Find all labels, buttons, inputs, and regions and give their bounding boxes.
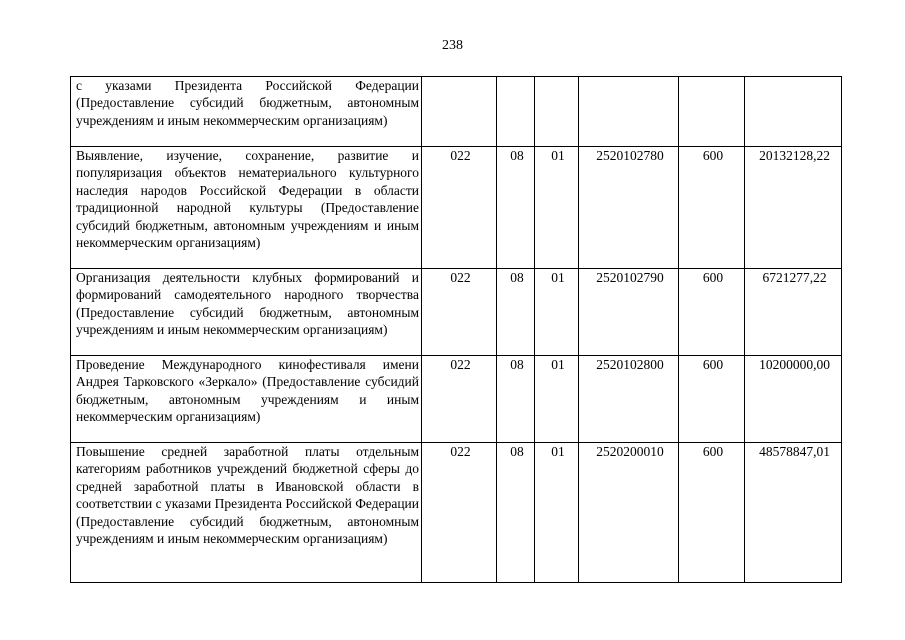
amount (745, 77, 842, 147)
expense-type: 600 (679, 443, 745, 583)
expense-type (679, 77, 745, 147)
row-description: Повышение средней заработной платы отдельным категориям работников учреждений бюджетной сферы до средней заработной платы в Ивановской области в соответствии с указами Президента Российской Федерации (Предоставление субсидий бюджетным, автономным учреждениям и иным некоммерческим организациям) (71, 443, 422, 583)
section-code: 08 (497, 147, 535, 269)
amount: 10200000,00 (745, 356, 842, 443)
ministry-code: 022 (422, 147, 497, 269)
target-article: 2520102780 (579, 147, 679, 269)
section-code (497, 77, 535, 147)
ministry-code: 022 (422, 269, 497, 356)
ministry-code: 022 (422, 443, 497, 583)
ministry-code: 022 (422, 356, 497, 443)
expense-type: 600 (679, 269, 745, 356)
subsection-code: 01 (535, 356, 579, 443)
subsection-code: 01 (535, 269, 579, 356)
target-article: 2520102800 (579, 356, 679, 443)
amount: 48578847,01 (745, 443, 842, 583)
row-description: Организация деятельности клубных формирований и формирований самодеятельного народного творчества (Предоставление субсидий бюджетным, автономным учреждениям и иным некоммерческим организациям) (71, 269, 422, 356)
subsection-code: 01 (535, 443, 579, 583)
subsection-code (535, 77, 579, 147)
ministry-code (422, 77, 497, 147)
expense-type: 600 (679, 356, 745, 443)
target-article: 2520200010 (579, 443, 679, 583)
subsection-code: 01 (535, 147, 579, 269)
budget-table (70, 76, 842, 583)
table-row (71, 77, 842, 147)
target-article (579, 77, 679, 147)
row-description: Выявление, изучение, сохранение, развитие и популяризация объектов нематериального культурного наследия народов Российской Федерации в области традиционной народной культуры (Предоставление субсидий бюджетным, автономным учреждениям и иным некоммерческим организациям) (71, 147, 422, 269)
table-row (71, 147, 842, 269)
section-code: 08 (497, 443, 535, 583)
section-code: 08 (497, 269, 535, 356)
table-row (71, 356, 842, 443)
table-row (71, 443, 842, 583)
target-article: 2520102790 (579, 269, 679, 356)
expense-type: 600 (679, 147, 745, 269)
table-row (71, 269, 842, 356)
amount: 20132128,22 (745, 147, 842, 269)
page-number: 238 (442, 38, 463, 53)
section-code: 08 (497, 356, 535, 443)
amount: 6721277,22 (745, 269, 842, 356)
row-description: с указами Президента Российской Федерации (Предоставление субсидий бюджетным, автономным учреждениям и иным некоммерческим организациям) (71, 77, 422, 147)
row-description: Проведение Международного кинофестиваля имени Андрея Тарковского «Зеркало» (Предоставление субсидий бюджетным, автономным учреждениям и иным некоммерческим организациям) (71, 356, 422, 443)
